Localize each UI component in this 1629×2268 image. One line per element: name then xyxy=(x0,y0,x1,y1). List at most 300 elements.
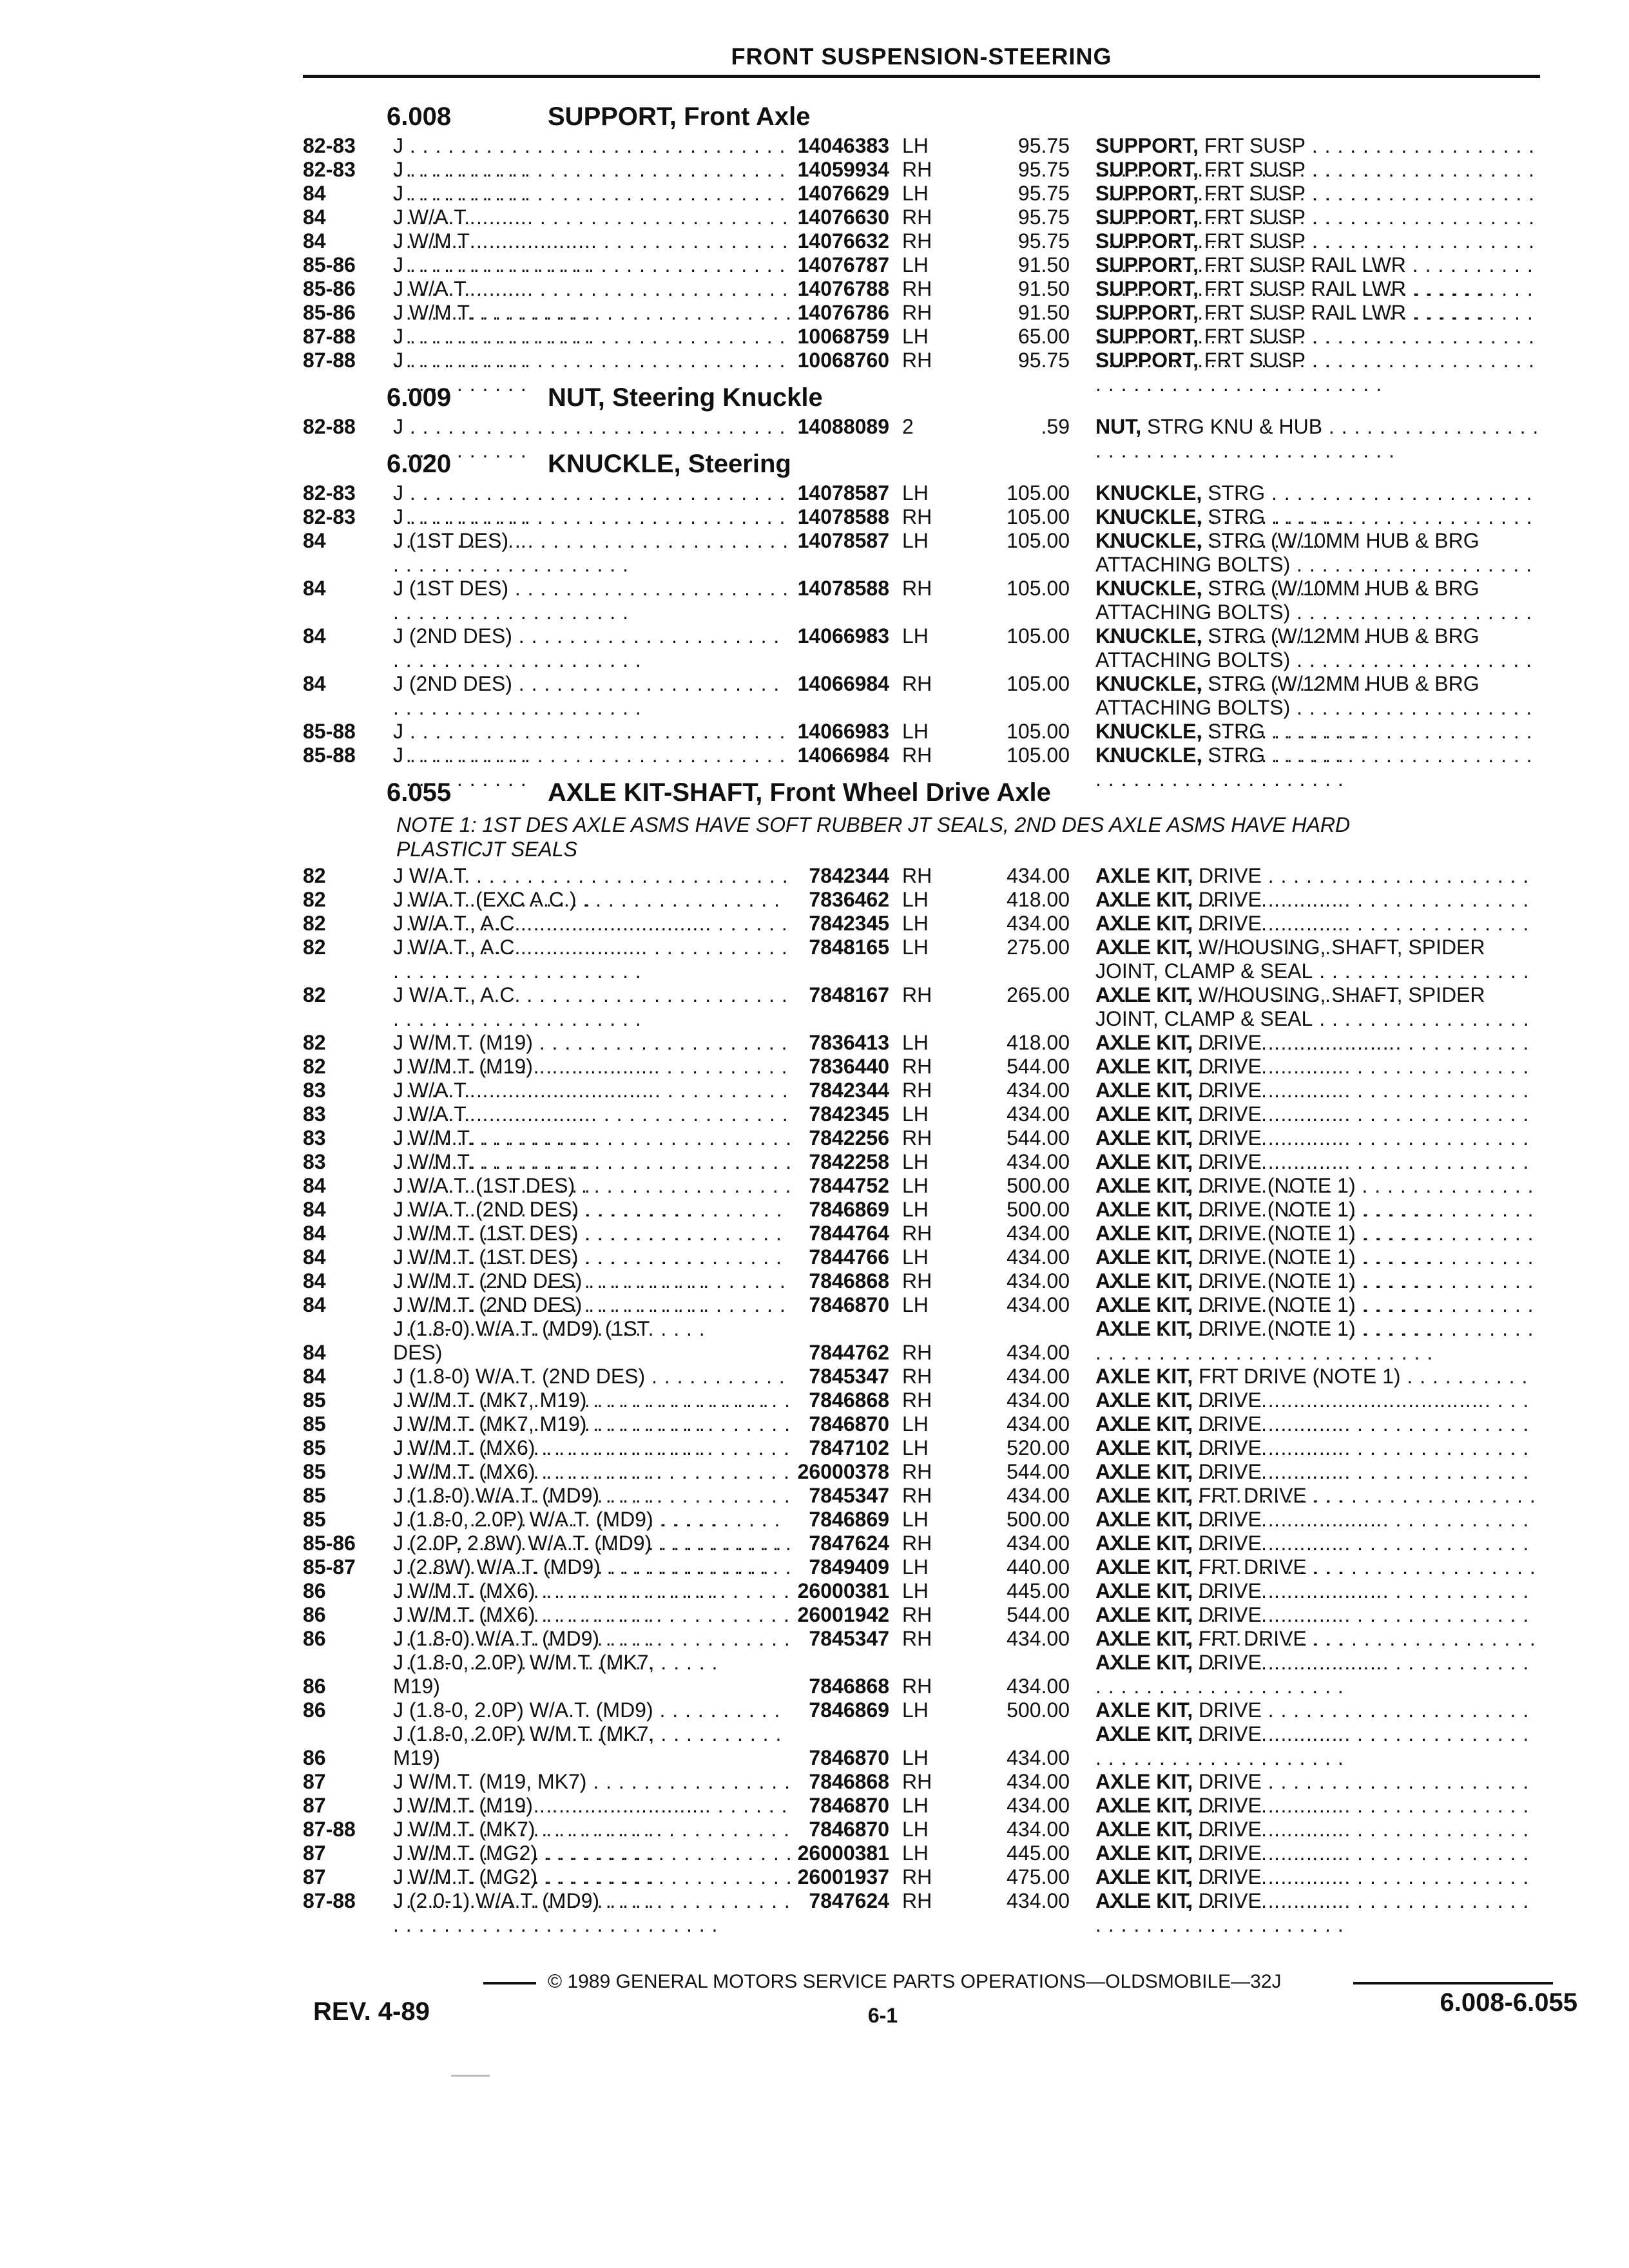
price: 65.00 xyxy=(1017,325,1070,348)
part-detail: STRG (W/12MM HUB & BRG ATTACHING BOLTS) xyxy=(1095,624,1480,671)
part-number: 7846868 xyxy=(809,1269,889,1293)
side-or-qty: LH xyxy=(902,481,929,505)
section-6-020 xyxy=(303,439,1540,767)
part-description xyxy=(1095,1651,1540,1698)
part-name: AXLE KIT, xyxy=(1095,936,1193,959)
side-or-qty: RH xyxy=(902,1269,932,1293)
parts-listing xyxy=(303,91,1540,1913)
price: 434.00 xyxy=(1007,1627,1070,1650)
parts-row xyxy=(303,158,1540,182)
part-number: 7842345 xyxy=(809,912,889,935)
parts-row xyxy=(303,1412,1540,1436)
parts-row xyxy=(303,1532,1540,1555)
section-number: 6.008 xyxy=(387,102,452,131)
part-number: 7846869 xyxy=(809,1508,889,1531)
price: 105.00 xyxy=(1007,577,1070,600)
revision-label: REV. 4-89 xyxy=(313,1997,430,2026)
model-description: J (1.8-0, 2.0P) W/M.T. (MK7, M19) xyxy=(393,1651,655,1698)
side-or-qty: LH xyxy=(902,1508,929,1531)
model-year: 84 xyxy=(303,1293,326,1316)
model-description: J W/A.T., A.C. . . . xyxy=(393,936,793,983)
part-detail: DRIVE xyxy=(1199,1102,1262,1126)
side-or-qty: LH xyxy=(902,1818,929,1841)
part-name: AXLE KIT, xyxy=(1095,1126,1193,1149)
price: 95.75 xyxy=(1017,182,1070,205)
part-detail: DRIVE xyxy=(1199,864,1262,887)
part-detail: DRIVE xyxy=(1199,1889,1262,1912)
section-title: AXLE KIT-SHAFT, Front Wheel Drive Axle xyxy=(548,778,1051,807)
price: 91.50 xyxy=(1017,277,1070,300)
part-number: 7849409 xyxy=(809,1555,889,1579)
model-description: J W/M.T. . . . xyxy=(393,1126,793,1174)
side-or-qty: 2 xyxy=(902,415,914,438)
model-description: J (1.8-0) W/A.T. (MD9) . . . xyxy=(393,1627,793,1675)
part-number: 10068760 xyxy=(797,349,889,372)
parts-row xyxy=(303,912,1540,936)
model-year: 82 xyxy=(303,983,326,1006)
side-or-qty: RH xyxy=(902,229,932,253)
parts-row xyxy=(303,1126,1540,1150)
part-name: AXLE KIT, xyxy=(1095,864,1193,887)
parts-row xyxy=(303,277,1540,301)
parts-row xyxy=(303,1841,1540,1865)
part-number: 14076786 xyxy=(797,301,889,324)
parts-row xyxy=(303,301,1540,325)
part-number: 7845347 xyxy=(809,1484,889,1507)
price: 500.00 xyxy=(1007,1174,1070,1197)
part-name: SUPPORT, xyxy=(1095,277,1199,300)
part-name: AXLE KIT, xyxy=(1095,1508,1193,1531)
side-or-qty: LH xyxy=(902,1698,929,1722)
section-6-008 xyxy=(303,91,1540,372)
side-or-qty: RH xyxy=(902,672,932,695)
part-number: 26000381 xyxy=(797,1841,889,1865)
price: 91.50 xyxy=(1017,253,1070,276)
part-detail: DRIVE (NOTE 1) xyxy=(1199,1317,1356,1340)
model-year: 85-88 xyxy=(303,744,356,767)
part-name: AXLE KIT, xyxy=(1095,1031,1193,1054)
side-or-qty: RH xyxy=(902,301,932,324)
part-detail: STRG xyxy=(1208,720,1266,743)
model-year: 87 xyxy=(303,1841,326,1865)
price: 434.00 xyxy=(1007,1150,1070,1173)
price: 418.00 xyxy=(1007,888,1070,911)
part-number: 14078587 xyxy=(797,529,889,552)
part-detail: STRG xyxy=(1208,744,1266,767)
part-name: AXLE KIT, xyxy=(1095,983,1193,1006)
part-number: 14076787 xyxy=(797,253,889,276)
model-year: 86 xyxy=(303,1627,326,1650)
part-detail: FRT SUSP RAIL LWR xyxy=(1204,277,1406,300)
part-name: SUPPORT, xyxy=(1095,301,1199,324)
price: 105.00 xyxy=(1007,505,1070,528)
part-name: AXLE KIT, xyxy=(1095,1579,1193,1602)
parts-row xyxy=(303,983,1540,1031)
model-year: 84 xyxy=(303,1245,326,1269)
model-year: 83 xyxy=(303,1079,326,1102)
model-year: 86 xyxy=(303,1746,326,1769)
price: 434.00 xyxy=(1007,1222,1070,1245)
side-or-qty: RH xyxy=(902,1126,932,1149)
part-detail: FRT DRIVE (NOTE 1) xyxy=(1199,1365,1401,1388)
section-note: NOTE 1: 1ST DES AXLE ASMS HAVE SOFT RUBBER JT SEALS, 2ND DES AXLE ASMS HAVE HARD PLASTICJT SEALS xyxy=(396,813,1351,861)
price: 434.00 xyxy=(1007,1746,1070,1769)
part-detail: FRT DRIVE xyxy=(1199,1627,1307,1650)
parts-row xyxy=(303,1484,1540,1508)
parts-row xyxy=(303,481,1540,505)
part-description xyxy=(1095,349,1540,396)
part-number: 7847102 xyxy=(809,1436,889,1459)
price: 445.00 xyxy=(1007,1841,1070,1865)
model-description: J (1.8-0) W/A.T. (2ND DES) . . . xyxy=(393,1365,793,1412)
part-detail: DRIVE xyxy=(1199,1865,1262,1888)
model-year: 84 xyxy=(303,1174,326,1197)
parts-row xyxy=(303,349,1540,372)
part-name: AXLE KIT, xyxy=(1095,1365,1193,1388)
side-or-qty: LH xyxy=(902,1412,929,1436)
part-detail: FRT SUSP xyxy=(1204,158,1306,181)
parts-row xyxy=(303,134,1540,158)
part-detail: DRIVE xyxy=(1199,1079,1262,1102)
part-name: SUPPORT, xyxy=(1095,325,1199,348)
model-description: J W/M.T. . . . xyxy=(393,301,793,349)
parts-row xyxy=(303,1031,1540,1055)
part-name: AXLE KIT, xyxy=(1095,1174,1193,1197)
part-number: 7842256 xyxy=(809,1126,889,1149)
part-name: AXLE KIT, xyxy=(1095,1198,1193,1221)
side-or-qty: RH xyxy=(902,864,932,887)
price: 440.00 xyxy=(1007,1555,1070,1579)
model-description: J W/M.T. (MK7, M19) . . . xyxy=(393,1412,793,1460)
part-name: SUPPORT, xyxy=(1095,349,1199,372)
price: 105.00 xyxy=(1007,481,1070,505)
model-description: J W/M.T. (MX6) . . . xyxy=(393,1436,793,1484)
part-detail: DRIVE xyxy=(1199,1651,1262,1674)
model-description: J W/M.T. (MX6) . . . xyxy=(393,1460,793,1508)
part-name: AXLE KIT, xyxy=(1095,1818,1193,1841)
part-name: AXLE KIT, xyxy=(1095,1389,1193,1412)
price: 434.00 xyxy=(1007,1245,1070,1269)
model-year: 85-86 xyxy=(303,277,356,300)
price: 95.75 xyxy=(1017,134,1070,157)
side-or-qty: RH xyxy=(902,1675,932,1698)
model-description: J . . . xyxy=(393,134,793,182)
parts-row xyxy=(303,1079,1540,1102)
parts-row xyxy=(303,1174,1540,1198)
part-detail: DRIVE xyxy=(1199,1770,1262,1793)
part-detail: DRIVE xyxy=(1199,1460,1262,1483)
part-description xyxy=(1095,744,1540,791)
model-description: J W/A.T. . . . xyxy=(393,1102,793,1150)
part-name: AXLE KIT, xyxy=(1095,888,1193,911)
side-or-qty: LH xyxy=(902,912,929,935)
part-number: 7847624 xyxy=(809,1532,889,1555)
part-detail: FRT SUSP xyxy=(1204,229,1306,253)
footer-rule-right xyxy=(1353,1982,1553,1984)
side-or-qty: LH xyxy=(902,624,929,648)
parts-row xyxy=(303,1389,1540,1412)
model-year: 87-88 xyxy=(303,1889,356,1912)
part-name: NUT, xyxy=(1095,415,1142,438)
model-year: 84 xyxy=(303,672,326,695)
model-year: 85-88 xyxy=(303,720,356,743)
price: 265.00 xyxy=(1007,983,1070,1006)
model-description: J . . . xyxy=(393,158,793,206)
side-or-qty: LH xyxy=(902,1293,929,1316)
model-description: J (1.8-0, 2.0P) W/M.T. (MK7, M19) xyxy=(393,1722,655,1769)
parts-row xyxy=(303,1245,1540,1269)
part-detail: DRIVE xyxy=(1199,1150,1262,1173)
side-or-qty: LH xyxy=(902,1245,929,1269)
price: .59 xyxy=(1041,415,1070,438)
model-description: J . . . xyxy=(393,182,793,229)
side-or-qty: LH xyxy=(902,1436,929,1459)
section-number: 6.020 xyxy=(387,450,452,478)
side-or-qty: RH xyxy=(902,158,932,181)
side-or-qty: RH xyxy=(902,1603,932,1626)
side-or-qty: RH xyxy=(902,1055,932,1078)
price: 434.00 xyxy=(1007,1079,1070,1102)
model-description: J W/M.T. (2ND DES) . . . xyxy=(393,1269,793,1317)
part-number: 7842258 xyxy=(809,1150,889,1173)
part-detail: DRIVE xyxy=(1199,1389,1262,1412)
parts-row xyxy=(303,1365,1540,1389)
part-name: SUPPORT, xyxy=(1095,182,1199,205)
part-number: 7836462 xyxy=(809,888,889,911)
part-detail: DRIVE xyxy=(1199,1055,1262,1078)
model-description: J (1ST DES) . . . xyxy=(393,529,793,577)
part-detail: FRT SUSP RAIL LWR xyxy=(1204,253,1406,276)
part-name: AXLE KIT, xyxy=(1095,1555,1193,1579)
side-or-qty: LH xyxy=(902,253,929,276)
part-number: 7842345 xyxy=(809,1102,889,1126)
side-or-qty: LH xyxy=(902,936,929,959)
part-number: 14066984 xyxy=(797,744,889,767)
part-name: AXLE KIT, xyxy=(1095,1722,1193,1745)
part-detail: DRIVE xyxy=(1199,1031,1262,1054)
part-number: 7846868 xyxy=(809,1675,889,1698)
part-number: 14066983 xyxy=(797,624,889,648)
part-name: SUPPORT, xyxy=(1095,229,1199,253)
price: 434.00 xyxy=(1007,1341,1070,1364)
model-year: 84 xyxy=(303,182,326,205)
part-name: AXLE KIT, xyxy=(1095,1412,1193,1436)
part-name: KNUCKLE, xyxy=(1095,529,1202,552)
parts-row xyxy=(303,253,1540,277)
model-description: J W/M.T . . . xyxy=(393,229,793,277)
model-description: J W/M.T. (MX6) . . . xyxy=(393,1603,793,1651)
part-number: 14046383 xyxy=(797,134,889,157)
part-number: 7846869 xyxy=(809,1198,889,1221)
parts-row xyxy=(303,529,1540,577)
price: 544.00 xyxy=(1007,1126,1070,1149)
part-name: AXLE KIT, xyxy=(1095,1102,1193,1126)
model-description: J W/M.T. (1ST DES) . . . xyxy=(393,1222,793,1269)
model-description: J W/M.T. (M19) . . . xyxy=(393,1031,793,1079)
side-or-qty: RH xyxy=(902,577,932,600)
part-number: 7844752 xyxy=(809,1174,889,1197)
parts-row xyxy=(303,1269,1540,1293)
side-or-qty: RH xyxy=(902,1389,932,1412)
model-year: 85 xyxy=(303,1508,326,1531)
price: 434.00 xyxy=(1007,1484,1070,1507)
model-year: 86 xyxy=(303,1579,326,1602)
part-name: AXLE KIT, xyxy=(1095,1079,1193,1102)
side-or-qty: RH xyxy=(902,983,932,1006)
model-year: 84 xyxy=(303,1365,326,1388)
part-name: AXLE KIT, xyxy=(1095,1603,1193,1626)
model-year: 82 xyxy=(303,888,326,911)
model-year: 87-88 xyxy=(303,349,356,372)
part-number: 7836413 xyxy=(809,1031,889,1054)
section-6-055 xyxy=(303,767,1540,1913)
price: 434.00 xyxy=(1007,1675,1070,1698)
price: 434.00 xyxy=(1007,1818,1070,1841)
model-description: J (2.0-1) W/A.T. (MD9) . . . xyxy=(393,1889,793,1937)
side-or-qty: LH xyxy=(902,134,929,157)
model-year: 85 xyxy=(303,1436,326,1459)
price: 434.00 xyxy=(1007,1269,1070,1293)
parts-row xyxy=(303,325,1540,349)
side-or-qty: LH xyxy=(902,1102,929,1126)
side-or-qty: LH xyxy=(902,1794,929,1817)
model-description: J W/M.T. (MK7) . . . xyxy=(393,1818,793,1865)
part-detail: DRIVE (NOTE 1) xyxy=(1199,1222,1356,1245)
part-description xyxy=(1095,1317,1540,1365)
parts-row xyxy=(303,1508,1540,1532)
model-year: 82 xyxy=(303,912,326,935)
part-detail: W/HOUSING, SHAFT, SPIDER JOINT, CLAMP & SEAL xyxy=(1095,983,1485,1030)
parts-row xyxy=(303,577,1540,624)
part-number: 7846870 xyxy=(809,1746,889,1769)
price: 434.00 xyxy=(1007,1365,1070,1388)
part-detail: DRIVE (NOTE 1) xyxy=(1199,1245,1356,1269)
price: 544.00 xyxy=(1007,1603,1070,1626)
part-detail: FRT SUSP xyxy=(1204,182,1306,205)
model-year: 85 xyxy=(303,1460,326,1483)
part-detail: DRIVE xyxy=(1199,888,1262,911)
side-or-qty: RH xyxy=(902,1365,932,1388)
part-number: 7846868 xyxy=(809,1770,889,1793)
side-or-qty: RH xyxy=(902,1484,932,1507)
side-or-qty: LH xyxy=(902,529,929,552)
model-description: J W/M.T. (M19, MK7) . . . xyxy=(393,1770,793,1818)
part-name: KNUCKLE, xyxy=(1095,577,1202,600)
side-or-qty: RH xyxy=(902,1532,932,1555)
part-name: AXLE KIT, xyxy=(1095,1222,1193,1245)
model-year: 84 xyxy=(303,1198,326,1221)
parts-row xyxy=(303,1102,1540,1126)
price: 95.75 xyxy=(1017,206,1070,229)
parts-row xyxy=(303,1436,1540,1460)
model-description: J . . . xyxy=(393,720,793,767)
part-description xyxy=(1095,1722,1540,1770)
part-number: 14078588 xyxy=(797,577,889,600)
part-number: 7846870 xyxy=(809,1412,889,1436)
parts-row xyxy=(303,1794,1540,1818)
price: 434.00 xyxy=(1007,1412,1070,1436)
model-year: 85-87 xyxy=(303,1555,356,1579)
price: 95.75 xyxy=(1017,349,1070,372)
parts-row xyxy=(303,1722,1540,1770)
side-or-qty: LH xyxy=(902,1555,929,1579)
part-number: 14088089 xyxy=(797,415,889,438)
part-number: 14066983 xyxy=(797,720,889,743)
price: 434.00 xyxy=(1007,1389,1070,1412)
side-or-qty: RH xyxy=(902,206,932,229)
parts-row xyxy=(303,1293,1540,1317)
part-detail: W/HOUSING, SHAFT, SPIDER JOINT, CLAMP & SEAL xyxy=(1095,936,1485,983)
part-name: KNUCKLE, xyxy=(1095,744,1202,767)
model-description: J (1.8-0) W/A.T. (MD9) (1ST DES) xyxy=(393,1317,650,1364)
part-number: 14066984 xyxy=(797,672,889,695)
model-year: 82 xyxy=(303,864,326,887)
model-year: 83 xyxy=(303,1150,326,1173)
model-description: J W/M.T. (M19) . . . xyxy=(393,1055,793,1102)
model-description: J W/M.T. (2ND DES) . . . xyxy=(393,1293,793,1341)
section-title: SUPPORT, Front Axle xyxy=(548,102,811,131)
parts-row xyxy=(303,1889,1540,1913)
page-number: 6-1 xyxy=(867,2004,898,2027)
part-name: AXLE KIT, xyxy=(1095,1484,1193,1507)
model-year: 82 xyxy=(303,936,326,959)
side-or-qty: LH xyxy=(902,1150,929,1173)
model-year: 87 xyxy=(303,1865,326,1888)
part-number: 7846870 xyxy=(809,1293,889,1316)
model-year: 84 xyxy=(303,1341,326,1364)
model-year: 84 xyxy=(303,1222,326,1245)
side-or-qty: RH xyxy=(902,744,932,767)
part-name: AXLE KIT, xyxy=(1095,1627,1193,1650)
part-detail: DRIVE xyxy=(1199,1579,1262,1602)
part-number: 14076788 xyxy=(797,277,889,300)
part-detail: DRIVE xyxy=(1199,912,1262,935)
section-title: NUT, Steering Knuckle xyxy=(548,383,823,412)
price: 500.00 xyxy=(1007,1198,1070,1221)
model-description: J W/M.T. (1ST DES) . . . xyxy=(393,1245,793,1293)
price: 95.75 xyxy=(1017,158,1070,181)
parts-row xyxy=(303,864,1540,888)
price: 434.00 xyxy=(1007,1532,1070,1555)
part-number: 7844766 xyxy=(809,1245,889,1269)
parts-row xyxy=(303,182,1540,206)
price: 475.00 xyxy=(1007,1865,1070,1888)
model-description: J . . . xyxy=(393,253,793,301)
model-year: 87-88 xyxy=(303,325,356,348)
price: 434.00 xyxy=(1007,1770,1070,1793)
model-description: J W/M.T. (M19) . . . xyxy=(393,1794,793,1841)
part-detail: STRG (W/12MM HUB & BRG ATTACHING BOLTS) xyxy=(1095,672,1480,719)
part-name: AXLE KIT, xyxy=(1095,1317,1193,1340)
part-detail: DRIVE xyxy=(1199,1532,1262,1555)
side-or-qty: RH xyxy=(902,1222,932,1245)
model-description: J W/A.T. . . . xyxy=(393,1079,793,1126)
side-or-qty: LH xyxy=(902,1746,929,1769)
model-description: J (2.0P, 2.8W) W/A.T. (MD9) . . . xyxy=(393,1532,793,1579)
price: 91.50 xyxy=(1017,301,1070,324)
price: 434.00 xyxy=(1007,912,1070,935)
price: 105.00 xyxy=(1007,672,1070,695)
parts-row xyxy=(303,888,1540,912)
part-name: AXLE KIT, xyxy=(1095,1794,1193,1817)
model-year: 84 xyxy=(303,206,326,229)
model-year: 87 xyxy=(303,1770,326,1793)
parts-row xyxy=(303,720,1540,744)
part-number: 7846870 xyxy=(809,1794,889,1817)
part-number: 14076630 xyxy=(797,206,889,229)
parts-row xyxy=(303,206,1540,229)
model-year: 85 xyxy=(303,1389,326,1412)
